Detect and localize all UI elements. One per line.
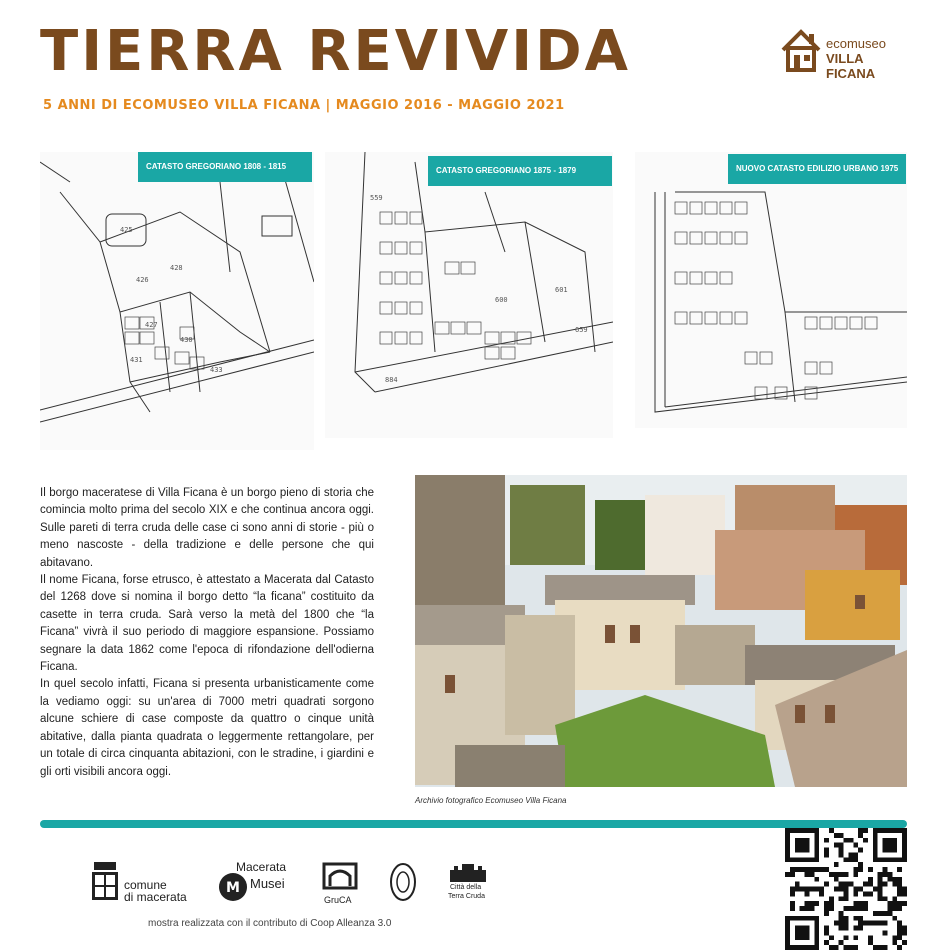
house-icon	[780, 28, 822, 74]
svg-text:430: 430	[180, 336, 193, 344]
svg-text:427: 427	[145, 321, 158, 329]
ecomuseo-logo-line1: ecomuseo	[826, 36, 886, 51]
ecomuseo-logo-line2: VILLA FICANA	[826, 51, 876, 81]
citta-line1: Città della	[450, 884, 482, 891]
svg-text:601: 601	[555, 286, 568, 294]
village-photo	[415, 475, 907, 787]
gruca-logo-icon	[322, 862, 358, 892]
body-text	[40, 485, 374, 781]
map-catasto-1808	[40, 152, 314, 450]
photo-caption: Archivio fotografico Ecomuseo Villa Ficana	[415, 796, 567, 805]
svg-text:559: 559	[370, 194, 383, 202]
logo-gruca[interactable]	[322, 862, 366, 910]
logo-macerata-musei[interactable]	[218, 858, 298, 904]
musei-line1: Macerata	[236, 860, 287, 874]
musei-line2: Musei	[250, 876, 285, 891]
map-catasto-1875	[325, 152, 613, 438]
svg-text:M: M	[226, 880, 240, 896]
body-paragraph-2: Il nome Ficana, forse etrusco, è attestato a Macerata dal Catasto del 1268 dove si nomina il borgo detto “la ficana” costituito da casette in terra cruda. Sarà verso la metà del 1800 che “la Ficana” vivrà il suo periodo di maggiore espansione. Possiamo segnare la data 1862 come l'epoca di rifondazione dell'odierna Ficana.	[40, 574, 374, 674]
ecomuseo-logo[interactable]	[780, 28, 910, 81]
map-label-1975: NUOVO CATASTO EDILIZIO URBANO 1975	[728, 154, 906, 184]
seal-logo-icon	[388, 862, 418, 902]
map-catasto-1975	[635, 152, 907, 428]
svg-text:884: 884	[385, 376, 398, 384]
page-subtitle: 5 ANNI DI ECOMUSEO VILLA FICANA | MAGGIO 2016 - MAGGIO 2021	[43, 98, 565, 113]
body-paragraph-1: Il borgo maceratese di Villa Ficana è un borgo pieno di storia che comincia molto prima del secolo XIX e che continua ancora oggi. Sulle pareti di terra cruda delle case ci sono anni di storie - più o meno nascoste - della tradizione e delle persone che qui abitavano.	[40, 487, 374, 569]
coat-of-arms-icon	[92, 862, 118, 902]
musei-logo-icon	[218, 872, 248, 902]
svg-text:428: 428	[170, 264, 183, 272]
logo-comune-di-macerata[interactable]	[92, 862, 212, 906]
body-paragraph-3: In quel secolo infatti, Ficana si presenta urbanisticamente come la vediamo oggi: su un'area di 7000 metri quadrati sorgono alcune schiere di case composte da quattro o cinque unità abitative, dalla pianta quadrata o leggermente rettangolare, per un totale di circa cinquanta abitazioni, con le stradine, i giardini e gli orti visibili ancora oggi.	[40, 678, 374, 778]
logo-seal[interactable]	[388, 862, 418, 902]
comune-line1: comune	[124, 878, 167, 892]
citta-line2: Terra Cruda	[448, 893, 485, 900]
svg-text:431: 431	[130, 356, 143, 364]
svg-text:659: 659	[575, 326, 588, 334]
logo-citta-terra-cruda[interactable]	[444, 862, 494, 906]
castle-icon	[448, 862, 488, 882]
map-label-1875: CATASTO GREGORIANO 1875 - 1879	[428, 156, 612, 186]
svg-text:433: 433	[210, 366, 223, 374]
gruca-label: GruCA	[324, 895, 352, 905]
svg-text:426: 426	[136, 276, 149, 284]
svg-text:600: 600	[495, 296, 508, 304]
credit-text: mostra realizzata con il contributo di Coop Alleanza 3.0	[148, 918, 392, 929]
svg-text:425: 425	[120, 226, 133, 234]
page-title: TIERRA REVIVIDA	[40, 19, 631, 84]
teal-divider	[40, 820, 907, 828]
map-label-1808: CATASTO GREGORIANO 1808 - 1815	[138, 152, 312, 182]
comune-line2: di macerata	[124, 890, 187, 904]
qr-code-icon[interactable]	[785, 828, 907, 950]
